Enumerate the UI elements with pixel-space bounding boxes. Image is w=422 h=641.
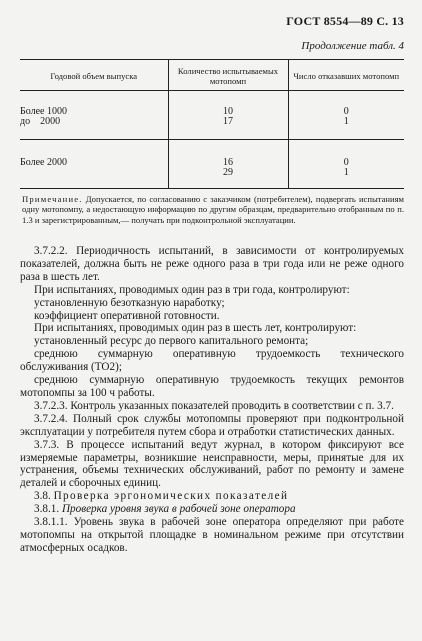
failed-count-cell: 0 1 xyxy=(288,150,404,189)
paragraph: установленную безотказную наработку; xyxy=(34,296,225,309)
header-failed-count: Число отказавших мотопомп xyxy=(288,60,404,91)
subsection-heading: 3.8.1. Проверка уровня звука в рабочей зоне оператора xyxy=(34,503,296,516)
section-heading: 3.8. Проверка эргономических показателей xyxy=(34,490,289,503)
paragraph: 3.7.3. В процессе испытаний ведут журнал, в котором фиксируют все измеряемые параметры, возникшие неисправности, меры, принятые для их устранения, объемы технических обслуживаний, работ по ремонту и замене деталей и сборочных единиц. xyxy=(20,438,404,490)
paragraph: 3.7.2.3. Контроль указанных показателей проводить в соответствии с п. 3.7. xyxy=(34,399,394,412)
paragraph: среднюю суммарную оперативную трудоемкость текущих ремонтов мотопомпы за 100 ч работы. xyxy=(20,374,404,399)
table-separator xyxy=(20,140,404,151)
note-text: Допускается, по согласованию с заказчиком (потребителем), подвергать испытаниям одну мотопомпу, а недостающую информацию по другим образцам, предварительно отобранным по п. 1.3 и зарегистрированным,— получать при подконтрольной эксплуатации. xyxy=(22,194,404,225)
annual-output-cell: Более 2000 xyxy=(20,150,168,189)
header-annual-output: Годовой объем выпуска xyxy=(20,60,168,91)
paragraph: 3.8.1.1. Уровень звука в рабочей зоне оператора определяют при работе мотопомпы на открытой площадке в номинальном режиме при отсутствии атмосферных осадков. xyxy=(20,516,404,554)
table-header-row xyxy=(20,60,404,91)
paragraph: 3.7.2.2. Периодичность испытаний, в зависимости от контролируемых показателей, должна быть не реже одного раза в три года или не реже одного раза в шесть лет. xyxy=(20,245,404,283)
tested-count-cell: 10 17 xyxy=(168,91,288,140)
failed-count-cell: 0 1 xyxy=(288,91,404,140)
paragraph: среднюю суммарную оперативную трудоемкость технического обслуживания (ТО2); xyxy=(20,348,404,374)
annual-output-cell: Более 1000 до 2000 xyxy=(20,106,67,127)
note-lead: Примечание. xyxy=(22,194,83,204)
document-code: ГОСТ 8554—89 С. 13 xyxy=(286,14,404,28)
table-row xyxy=(20,150,404,189)
subsection-title: Проверка уровня звука в рабочей зоне оператора xyxy=(61,503,296,516)
paragraph: При испытаниях, проводимых один раз в шесть лет, контролируют: xyxy=(34,322,357,335)
body-text xyxy=(20,245,404,555)
table-row xyxy=(20,91,404,140)
header-tested-count: Количество испытываемых мотопомп xyxy=(168,60,288,91)
paragraph: 3.7.2.4. Полный срок службы мотопомпы проверяют при подконтрольной эксплуатации у потребителя путем сбора и отработки статистических данных. xyxy=(20,412,404,438)
paragraph: установленный ресурс до первого капитального ремонта; xyxy=(34,335,309,348)
table-4 xyxy=(20,59,404,189)
tested-count-cell: 16 29 xyxy=(168,150,288,189)
table-note xyxy=(22,194,404,225)
table-continuation-label: Продолжение табл. 4 xyxy=(301,40,404,52)
section-title: Проверка эргономических показателей xyxy=(53,490,289,503)
paragraph: При испытаниях, проводимых один раз в три года, контролируют: xyxy=(34,283,350,296)
paragraph: коэффициент оперативной готовности. xyxy=(34,309,220,322)
